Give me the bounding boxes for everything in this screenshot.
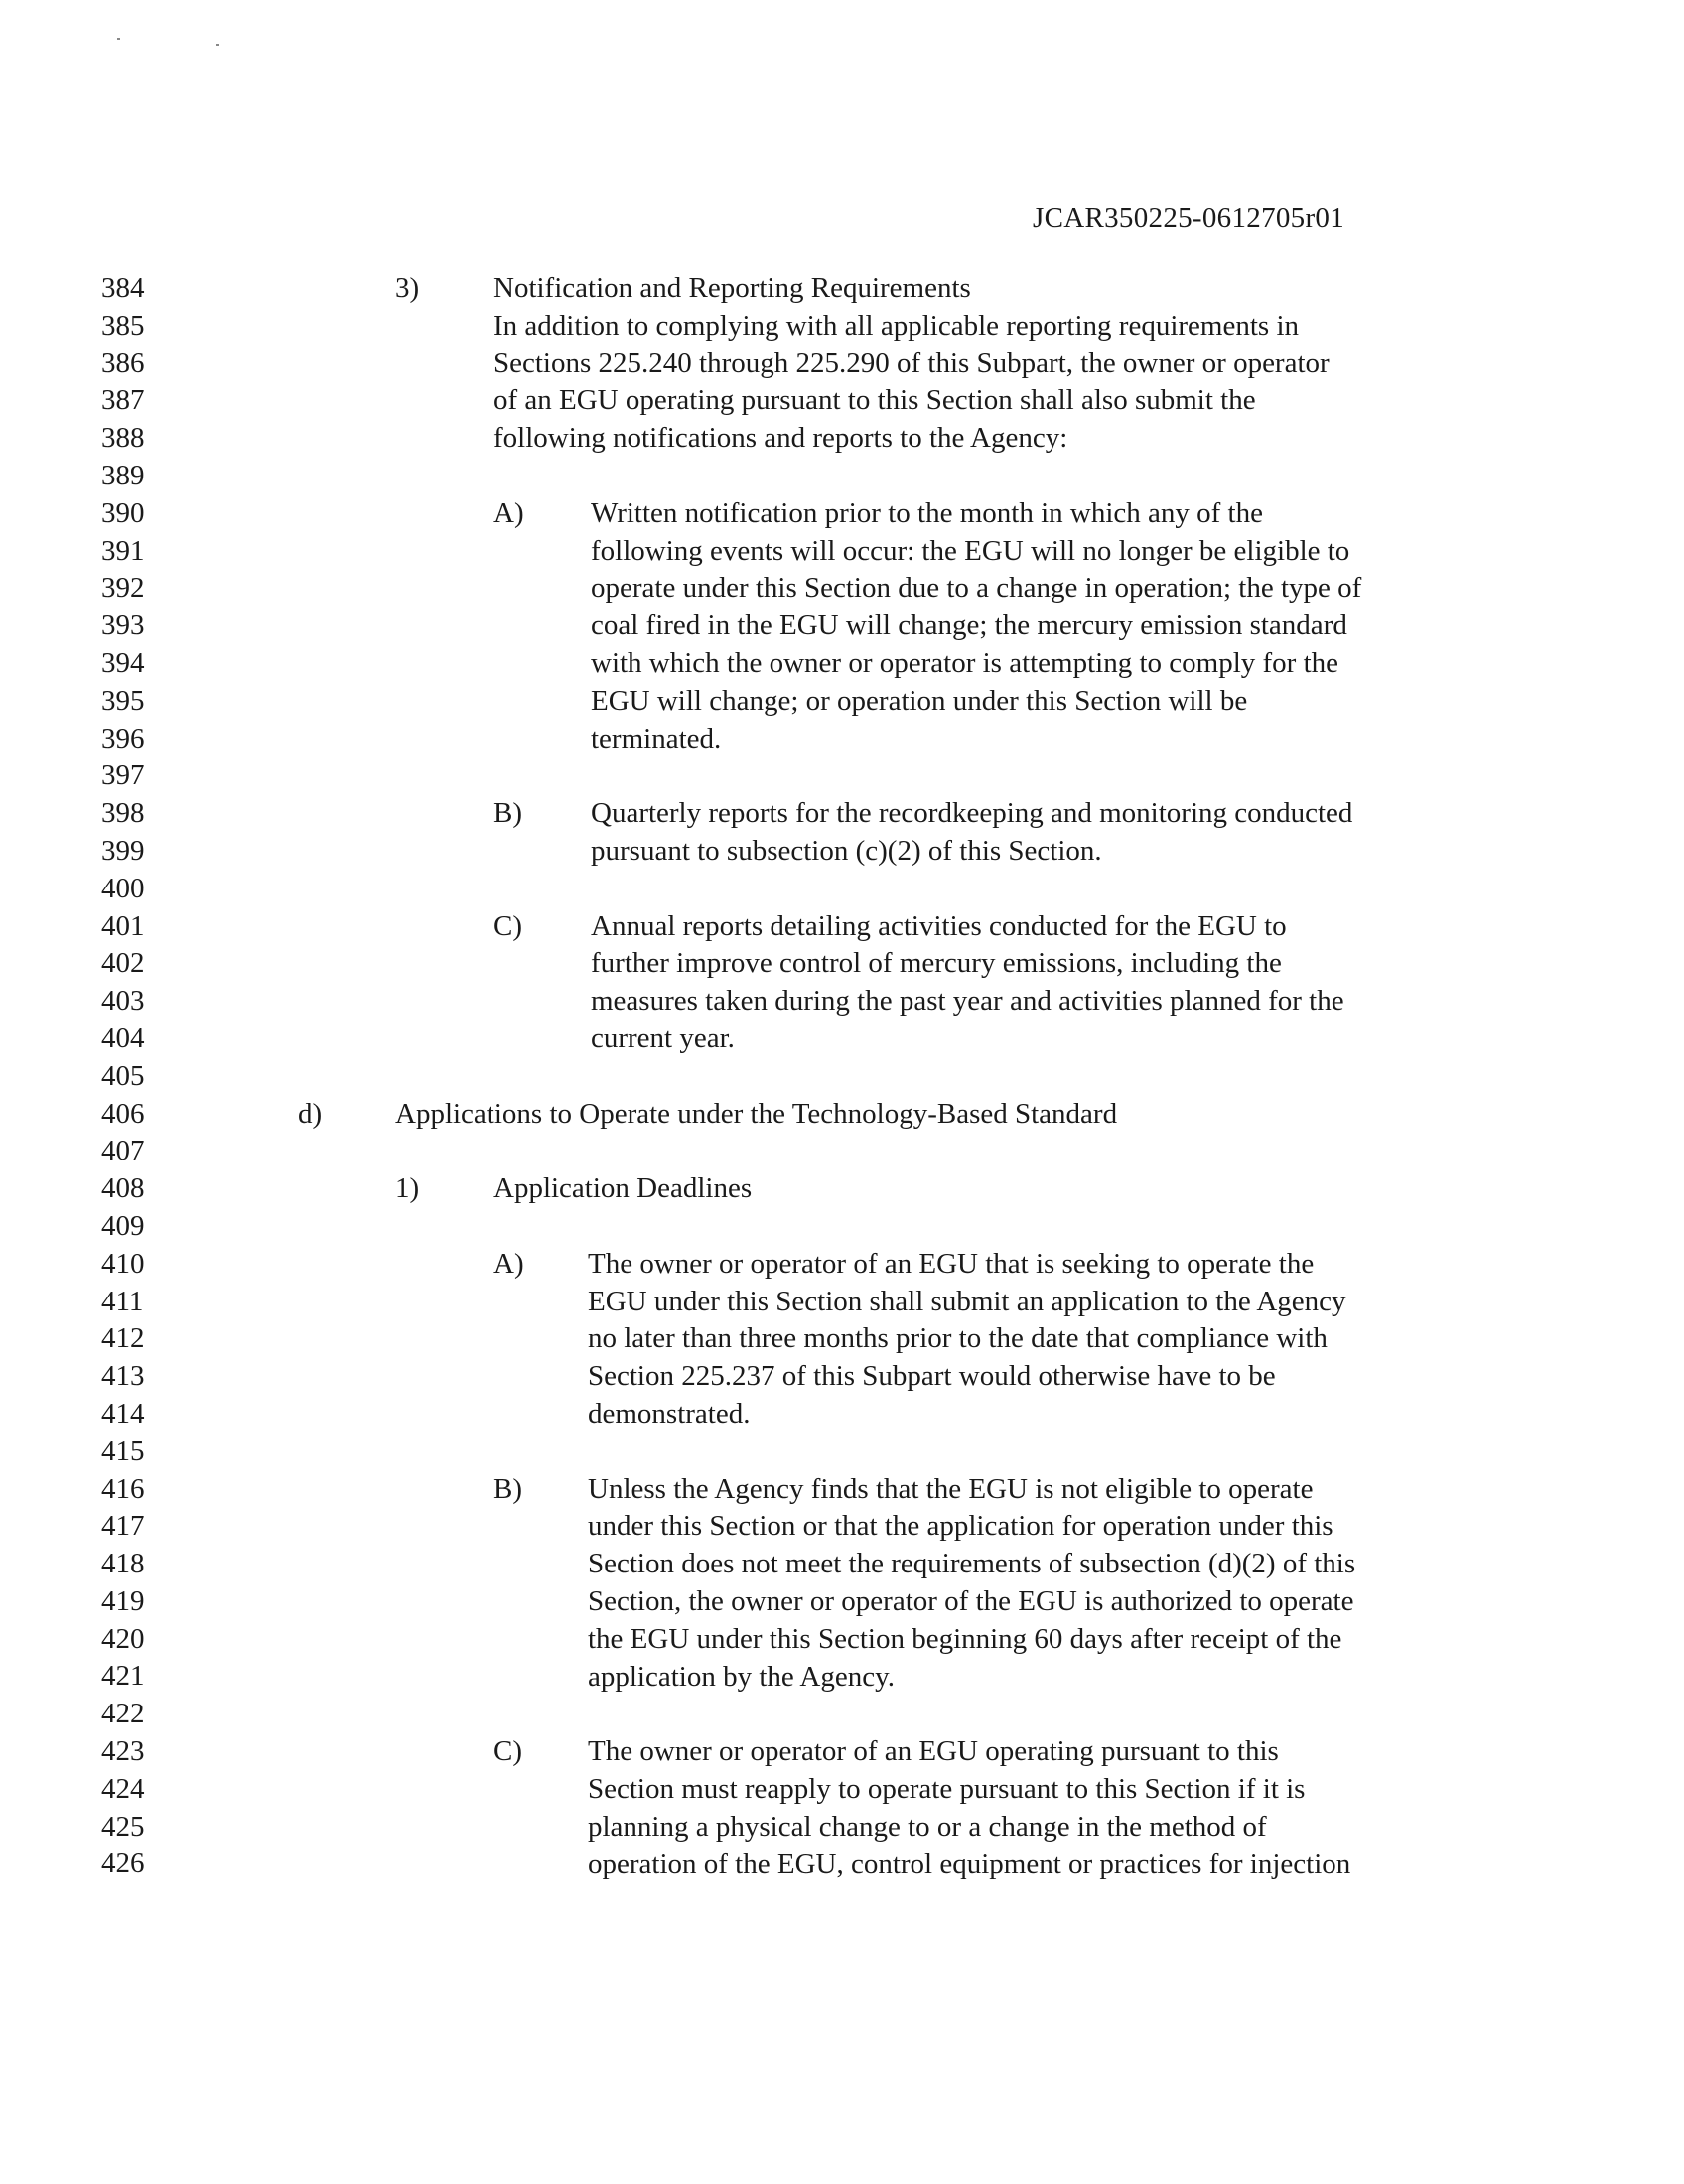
- line-number: 412: [101, 1322, 145, 1355]
- section-1B-line: under this Section or that the application for operation under this: [588, 1510, 1333, 1543]
- section-1A-line: no later than three months prior to the date that compliance with: [588, 1322, 1328, 1355]
- line-number: 400: [101, 872, 145, 904]
- section-3A-line: EGU will change; or operation under this Section will be: [591, 684, 1248, 717]
- section-3B-line: pursuant to subsection (c)(2) of this Section.: [591, 834, 1102, 867]
- section-3C-line: current year.: [591, 1022, 735, 1054]
- section-1C-line: The owner or operator of an EGU operating pursuant to this: [588, 1735, 1279, 1768]
- section-1A-marker: A): [493, 1247, 524, 1280]
- line-number: 406: [101, 1097, 145, 1130]
- section-1C-line: planning a physical change to or a change in the method of: [588, 1810, 1267, 1843]
- section-3A-line: following events will occur: the EGU will no longer be eligible to: [591, 534, 1350, 567]
- line-number: 416: [101, 1472, 145, 1505]
- line-number: 426: [101, 1847, 145, 1880]
- line-number: 402: [101, 947, 145, 980]
- section-3-line: following notifications and reports to the Agency:: [493, 422, 1068, 455]
- section-1B-line: the EGU under this Section beginning 60 days after receipt of the: [588, 1622, 1342, 1655]
- section-3-marker: 3): [395, 272, 420, 304]
- scan-speck: [117, 38, 120, 40]
- section-3A-line: terminated.: [591, 722, 722, 754]
- scan-speck: [216, 44, 219, 46]
- section-d-title-text: Applications to Operate under the Technology-Based Standard: [395, 1097, 1118, 1130]
- section-3A-line: coal fired in the EGU will change; the mercury emission standard: [591, 610, 1347, 642]
- section-3-line: Sections 225.240 through 225.290 of this Subpart, the owner or operator: [493, 346, 1330, 379]
- section-3-title: Notification and Reporting Requirements: [493, 272, 971, 304]
- section-1C-body: [588, 1733, 1350, 1883]
- line-number: 392: [101, 572, 145, 605]
- line-number: 407: [101, 1135, 145, 1167]
- section-1-title: [493, 1170, 752, 1208]
- section-1C-line: Section must reapply to operate pursuant to this Section if it is: [588, 1772, 1306, 1805]
- section-d-title: [395, 1096, 1117, 1134]
- line-number: 411: [101, 1285, 144, 1317]
- section-1B-body: [588, 1471, 1355, 1697]
- line-number-column: [101, 270, 145, 1883]
- line-number: 413: [101, 1360, 145, 1393]
- line-number: 414: [101, 1397, 145, 1430]
- line-number: 404: [101, 1022, 145, 1054]
- line-number: 418: [101, 1548, 145, 1580]
- section-3-body: [493, 270, 1330, 458]
- section-1B-line: application by the Agency.: [588, 1660, 895, 1693]
- section-3C-line: further improve control of mercury emissions, including the: [591, 947, 1282, 980]
- section-3A-body: [591, 495, 1361, 758]
- line-number: 394: [101, 646, 145, 679]
- line-number: 393: [101, 610, 145, 642]
- line-number: 385: [101, 309, 145, 341]
- section-1A-line: The owner or operator of an EGU that is seeking to operate the: [588, 1247, 1315, 1280]
- section-1A-body: [588, 1246, 1346, 1433]
- section-1B-line: Section does not meet the requirements of subsection (d)(2) of this: [588, 1548, 1356, 1580]
- section-1-title-text: Application Deadlines: [493, 1172, 753, 1205]
- section-3C-marker: C): [493, 909, 522, 942]
- section-1A-line: demonstrated.: [588, 1397, 751, 1430]
- section-3C-body: [591, 908, 1344, 1058]
- line-number: 420: [101, 1622, 145, 1655]
- line-number: 409: [101, 1209, 145, 1242]
- line-number: 405: [101, 1059, 145, 1092]
- line-number: 396: [101, 722, 145, 754]
- line-number: 390: [101, 496, 145, 529]
- line-number: 419: [101, 1584, 145, 1617]
- line-number: 401: [101, 909, 145, 942]
- section-1C-line: operation of the EGU, control equipment or practices for injection: [588, 1847, 1351, 1880]
- section-3B-body: [591, 795, 1352, 871]
- section-3B-marker: B): [493, 797, 522, 830]
- line-number: 422: [101, 1698, 145, 1730]
- section-3A-marker: A): [493, 496, 524, 529]
- line-number: 399: [101, 834, 145, 867]
- line-number: 421: [101, 1660, 145, 1693]
- line-number: 389: [101, 459, 145, 491]
- line-number: 408: [101, 1172, 145, 1205]
- line-number: 384: [101, 272, 145, 304]
- section-3A-line: with which the owner or operator is attempting to comply for the: [591, 646, 1339, 679]
- section-1B-line: Unless the Agency finds that the EGU is not eligible to operate: [588, 1472, 1314, 1505]
- section-3C-line: Annual reports detailing activities conducted for the EGU to: [591, 909, 1287, 942]
- line-number: 387: [101, 384, 145, 417]
- line-number: 423: [101, 1735, 145, 1768]
- line-number: 398: [101, 797, 145, 830]
- line-number: 415: [101, 1434, 145, 1467]
- line-number: 388: [101, 422, 145, 455]
- section-1A-line: EGU under this Section shall submit an application to the Agency: [588, 1285, 1346, 1317]
- section-1B-marker: B): [493, 1472, 522, 1505]
- section-1B-line: Section, the owner or operator of the EGU is authorized to operate: [588, 1584, 1354, 1617]
- section-1A-line: Section 225.237 of this Subpart would otherwise have to be: [588, 1360, 1276, 1393]
- line-number: 417: [101, 1510, 145, 1543]
- line-number: 386: [101, 346, 145, 379]
- line-number: 403: [101, 985, 145, 1018]
- section-1C-marker: C): [493, 1735, 522, 1768]
- section-3-line: In addition to complying with all applicable reporting requirements in: [493, 309, 1299, 341]
- section-3A-line: Written notification prior to the month in which any of the: [591, 496, 1263, 529]
- section-3A-line: operate under this Section due to a change in operation; the type of: [591, 572, 1362, 605]
- section-d-marker: d): [298, 1097, 323, 1130]
- line-number: 391: [101, 534, 145, 567]
- line-number: 395: [101, 684, 145, 717]
- document-id: JCAR350225-0612705r01: [1033, 203, 1345, 234]
- section-3C-line: measures taken during the past year and activities planned for the: [591, 985, 1344, 1018]
- line-number: 424: [101, 1772, 145, 1805]
- line-number: 410: [101, 1247, 145, 1280]
- section-3-line: of an EGU operating pursuant to this Section shall also submit the: [493, 384, 1256, 417]
- line-number: 397: [101, 759, 145, 792]
- line-number: 425: [101, 1810, 145, 1843]
- section-3B-line: Quarterly reports for the recordkeeping and monitoring conducted: [591, 797, 1353, 830]
- section-1-marker: 1): [395, 1172, 420, 1205]
